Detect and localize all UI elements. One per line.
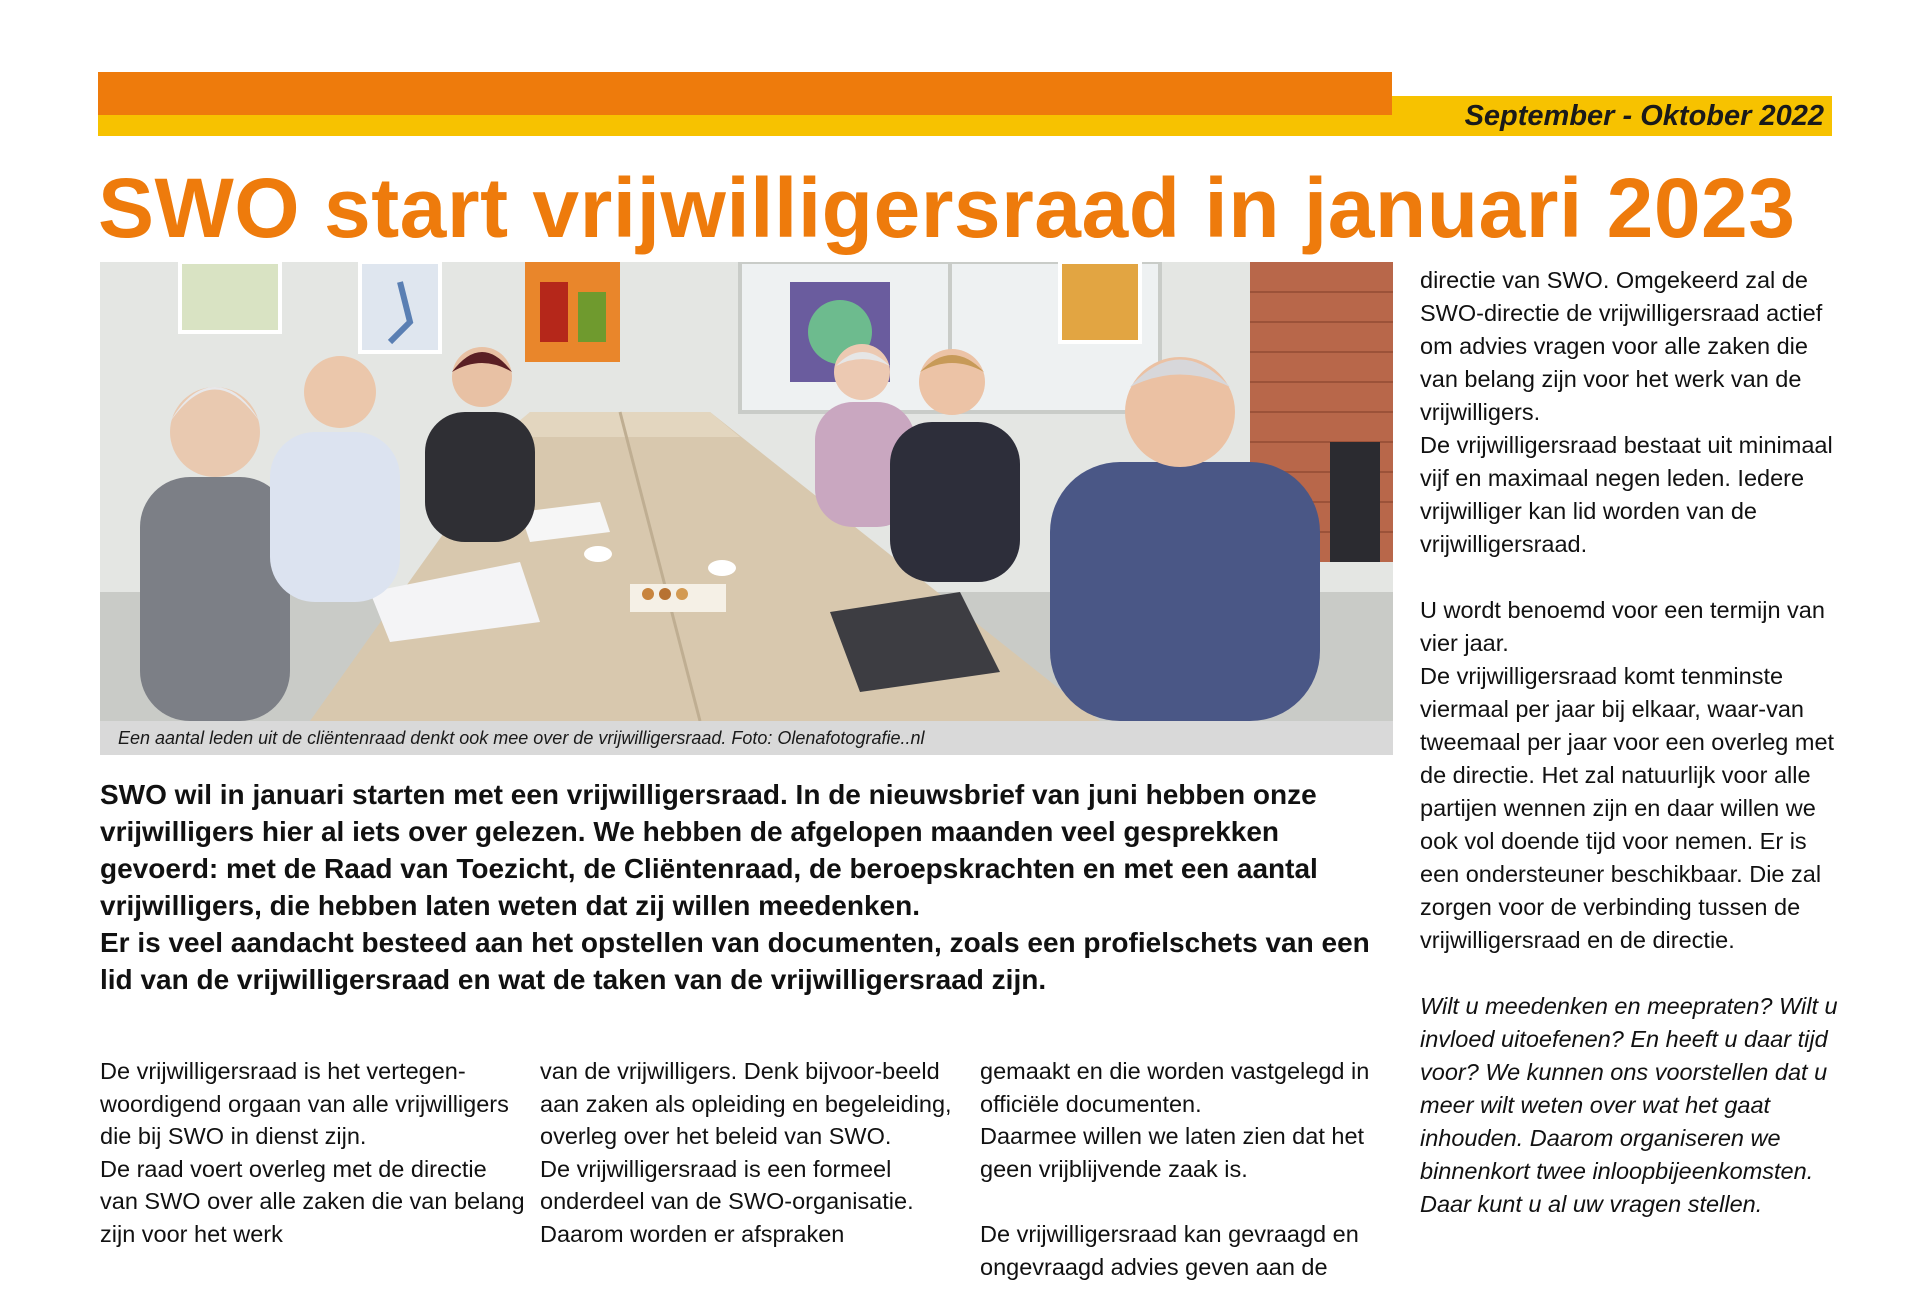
body-paragraph: De vrijwilligersraad komt tenminste viermaal per jaar bij elkaar, waar-van tweemaal per jaar voor een overleg met de directie. Het zal natuurlijk voor alle partijen wennen zijn en daar willen we ook vol doende tijd voor nemen. Er is een ondersteuner beschikbaar. Die zal zorgen voor de verbinding tussen de vrijwilligersraad en de directie.	[1420, 663, 1835, 953]
body-paragraph: De vrijwilligersraad is het vertegen-woordigend orgaan van alle vrijwilligers die bij SWO in dienst zijn.	[100, 1058, 509, 1149]
paragraph-gap	[1420, 957, 1840, 990]
intro-paragraphs	[100, 776, 1400, 998]
body-paragraph: De vrijwilligersraad kan gevraagd en ongevraagd advies geven aan de	[980, 1221, 1359, 1280]
body-paragraph: van de vrijwilligers. Denk bijvoor-beeld aan zaken als opleiding en begeleiding, overleg over het beleid van SWO.	[540, 1058, 952, 1149]
intro-paragraph: Er is veel aandacht besteed aan het opstellen van documenten, zoals een profielschets van een lid van de vrijwilligersraad en wat de taken van de vrijwilligersraad zijn.	[100, 927, 1370, 995]
call-to-action-paragraph: Wilt u meedenken en meepraten? Wilt u invloed uitoefenen? En heeft u daar tijd voor? We kunnen ons voorstellen dat u meer wilt weten over wat het gaat inhouden. Daarom organiseren we binnenkort twee inloopbijeenkomsten. Daar kunt u al uw vragen stellen.	[1420, 993, 1838, 1217]
body-paragraph: De raad voert overleg met de directie van SWO over alle zaken die van belang zijn voor het werk	[100, 1155, 525, 1247]
body-paragraph: directie van SWO. Omgekeerd zal de SWO-directie de vrijwilligersraad actief om advies vragen voor alle zaken die van belang zijn voor het werk van de vrijwilligers.	[1420, 267, 1823, 425]
body-column-3	[980, 1055, 1410, 1283]
body-column-2	[540, 1055, 970, 1250]
body-paragraph: Daarmee willen we laten zien dat het geen vrijblijvende zaak is.	[980, 1123, 1365, 1182]
meeting-photo	[100, 262, 1393, 721]
body-paragraph: gemaakt en die worden vastgelegd in officiële documenten.	[980, 1058, 1370, 1117]
article-headline: SWO start vrijwilligersraad in januari 2023	[98, 161, 1796, 255]
issue-dateline: September - Oktober 2022	[1464, 100, 1824, 132]
paragraph-gap	[980, 1185, 1410, 1218]
body-paragraph: De vrijwilligersraad is een formeel onderdeel van de SWO-organisatie. Daarom worden er afspraken	[540, 1155, 914, 1247]
paragraph-gap	[1420, 561, 1840, 594]
photo-caption: Een aantal leden uit de cliëntenraad denkt ook mee over de vrijwilligersraad. Foto: Olenafotografie..nl	[100, 721, 1393, 755]
right-column	[1420, 264, 1840, 1221]
body-column-1	[100, 1055, 530, 1250]
body-paragraph: U wordt benoemd voor een termijn van vier jaar.	[1420, 597, 1825, 656]
header-orange-bar	[98, 72, 1392, 115]
intro-paragraph: SWO wil in januari starten met een vrijwilligersraad. In de nieuwsbrief van juni hebben onze vrijwilligers hier al iets over gelezen. We hebben de afgelopen maanden veel gesprekken gevoerd: met de Raad van Toezicht, de Cliëntenraad, de beroepskrachten en met een aantal vrijwilligers, die hebben laten weten dat zij willen meedenken.	[100, 779, 1318, 921]
body-paragraph: De vrijwilligersraad bestaat uit minimaal vijf en maximaal negen leden. Iedere vrijwilliger kan lid worden van de vrijwilligersraad.	[1420, 432, 1833, 557]
